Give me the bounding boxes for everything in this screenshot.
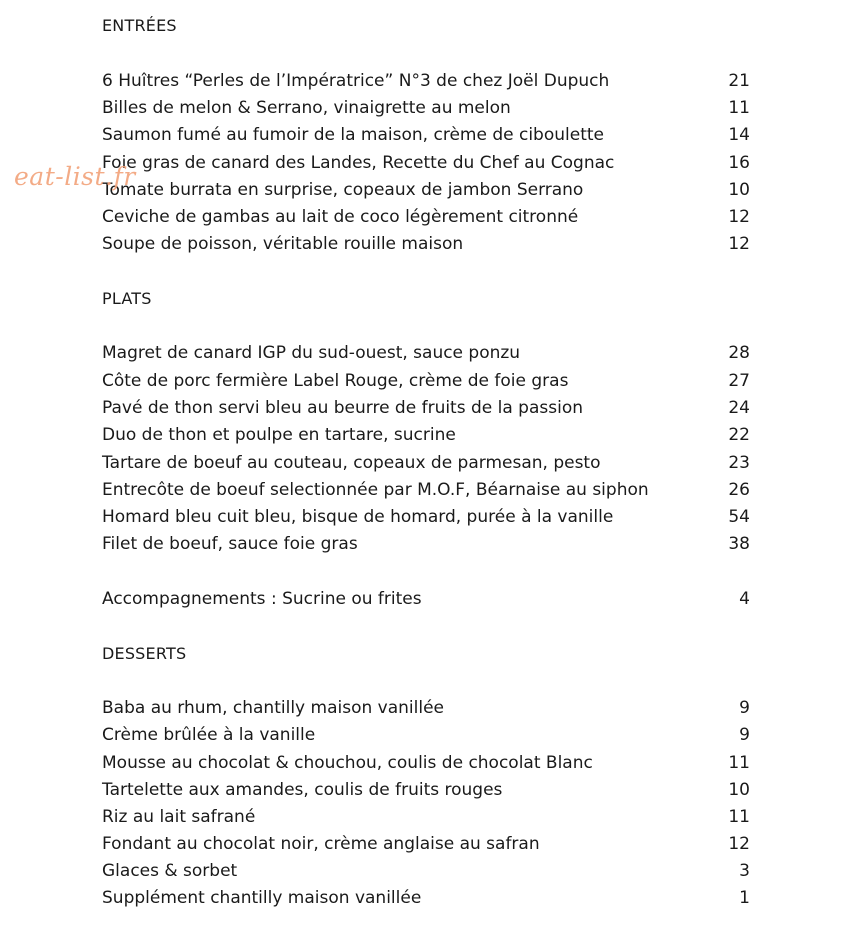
item-price: 11 <box>728 753 750 773</box>
menu-item <box>102 696 750 720</box>
item-name: Tartare de boeuf au couteau, copeaux de parmesan, pesto <box>102 453 601 473</box>
item-price: 22 <box>728 425 750 445</box>
item-price: 12 <box>728 207 750 227</box>
menu-item <box>102 205 750 229</box>
menu-item <box>102 778 750 802</box>
item-price: 54 <box>728 507 750 527</box>
item-price: 38 <box>728 534 750 554</box>
watermark: eat-list.fr <box>14 162 136 191</box>
section-title-desserts: DESSERTS <box>102 644 187 663</box>
accompaniment-item <box>102 587 750 611</box>
item-name: Côte de porc fermière Label Rouge, crème de foie gras <box>102 371 569 391</box>
item-price: 9 <box>739 725 750 745</box>
menu-item <box>102 478 750 502</box>
item-price: 9 <box>739 698 750 718</box>
item-price: 12 <box>728 834 750 854</box>
menu-item <box>102 423 750 447</box>
item-name: Filet de boeuf, sauce foie gras <box>102 534 358 554</box>
menu-item <box>102 341 750 365</box>
item-price: 3 <box>739 861 750 881</box>
menu-item <box>102 832 750 856</box>
item-price: 21 <box>728 71 750 91</box>
item-name: Crème brûlée à la vanille <box>102 725 316 745</box>
item-price: 24 <box>728 398 750 418</box>
menu-item <box>102 69 750 93</box>
menu-item <box>102 396 750 420</box>
menu-item <box>102 532 750 556</box>
item-name: Duo de thon et poulpe en tartare, sucrine <box>102 425 456 445</box>
item-price: 1 <box>739 888 750 908</box>
item-name: Fondant au chocolat noir, crème anglaise au safran <box>102 834 540 854</box>
item-price: 10 <box>728 780 750 800</box>
item-name: Supplément chantilly maison vanillée <box>102 888 422 908</box>
item-price: 4 <box>739 589 750 609</box>
item-name: Riz au lait safrané <box>102 807 256 827</box>
menu-item <box>102 123 750 147</box>
item-name: Magret de canard IGP du sud-ouest, sauce ponzu <box>102 343 521 363</box>
item-price: 28 <box>728 343 750 363</box>
item-name: Entrecôte de boeuf selectionnée par M.O.F, Béarnaise au siphon <box>102 480 649 500</box>
menu-item <box>102 178 750 202</box>
item-price: 26 <box>728 480 750 500</box>
item-price: 11 <box>728 807 750 827</box>
item-price: 27 <box>728 371 750 391</box>
item-name: Pavé de thon servi bleu au beurre de fruits de la passion <box>102 398 584 418</box>
menu-item <box>102 96 750 120</box>
menu-item <box>102 451 750 475</box>
menu-item <box>102 723 750 747</box>
menu-item <box>102 505 750 529</box>
menu-item <box>102 369 750 393</box>
item-name: 6 Huîtres “Perles de l’Impératrice” N°3 de chez Joël Dupuch <box>102 71 610 91</box>
item-name: Accompagnements : Sucrine ou frites <box>102 589 422 609</box>
item-name: Tomate burrata en surprise, copeaux de jambon Serrano <box>102 180 584 200</box>
section-title-entrees: ENTRÉES <box>102 16 177 35</box>
item-price: 12 <box>728 234 750 254</box>
menu-item <box>102 232 750 256</box>
item-name: Mousse au chocolat & chouchou, coulis de chocolat Blanc <box>102 753 593 773</box>
item-name: Homard bleu cuit bleu, bisque de homard, purée à la vanille <box>102 507 614 527</box>
item-price: 14 <box>728 125 750 145</box>
item-price: 23 <box>728 453 750 473</box>
item-price: 10 <box>728 180 750 200</box>
menu-item <box>102 751 750 775</box>
menu-item <box>102 151 750 175</box>
item-name: Ceviche de gambas au lait de coco légèrement citronné <box>102 207 579 227</box>
menu-item <box>102 805 750 829</box>
menu-item <box>102 886 750 910</box>
menu-item <box>102 859 750 883</box>
item-name: Foie gras de canard des Landes, Recette du Chef au Cognac <box>102 153 615 173</box>
item-name: Baba au rhum, chantilly maison vanillée <box>102 698 444 718</box>
item-name: Tartelette aux amandes, coulis de fruits rouges <box>102 780 503 800</box>
item-price: 16 <box>728 153 750 173</box>
item-price: 11 <box>728 98 750 118</box>
item-name: Glaces & sorbet <box>102 861 238 881</box>
item-name: Saumon fumé au fumoir de la maison, crème de ciboulette <box>102 125 604 145</box>
item-name: Soupe de poisson, véritable rouille maison <box>102 234 464 254</box>
section-title-plats: PLATS <box>102 289 152 308</box>
item-name: Billes de melon & Serrano, vinaigrette au melon <box>102 98 511 118</box>
